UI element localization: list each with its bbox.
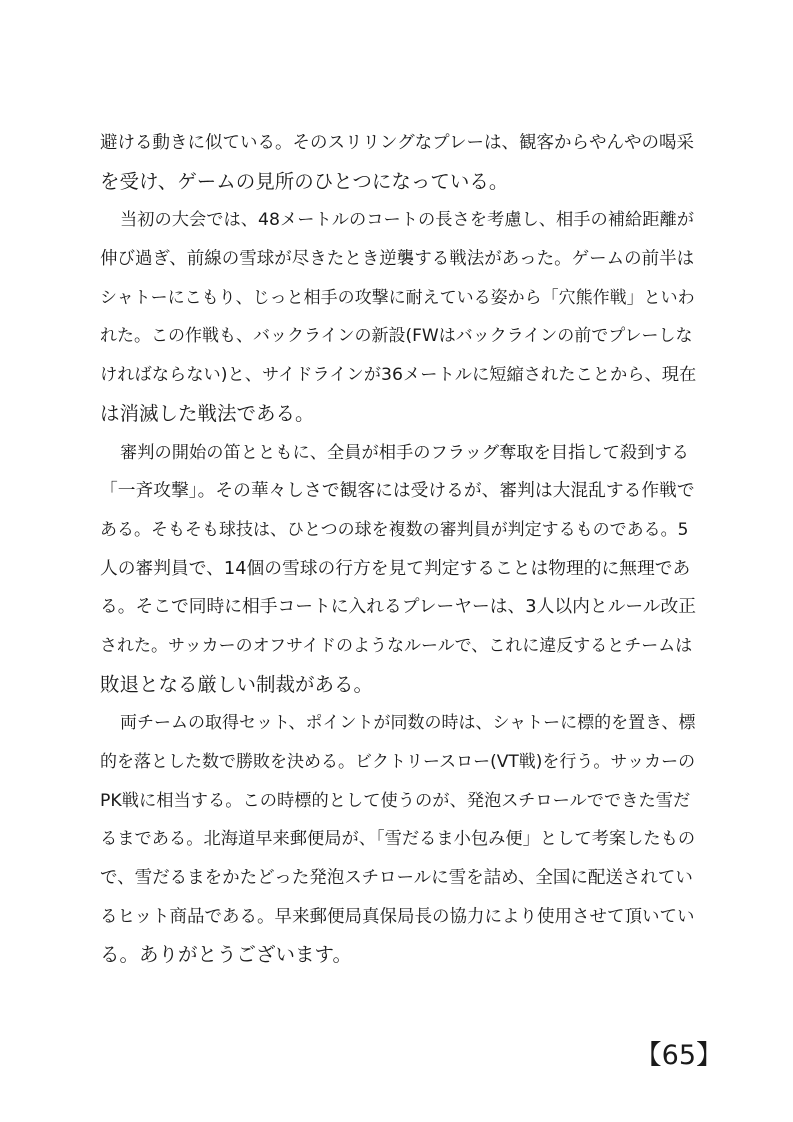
text-line: 「一斉攻撃」。その華々しさで観客には受けるが、審判は大混乱する作戦で (100, 481, 695, 502)
text-line: は消滅した戦法である。 (100, 401, 315, 425)
text-line: 敗退となる厳しい制裁がある。 (100, 672, 374, 696)
text-line: を受け、ゲームの見所のひとつになっている。 (100, 169, 509, 193)
text-line: れた。この作戦も、バックラインの新設(FWはバックラインの前でプレーしな (100, 326, 693, 347)
text-line: 審判の開始の笛とともに、全員が相手のフラッグ奪取を目指して殺到する (120, 442, 689, 463)
text-line: シャトーにこもり、じっと相手の攻撃に耐えている姿から「穴熊作戦」といわ (100, 287, 695, 308)
text-line: で、雪だるまをかたどった発泡スチロールに雪を詰め、全国に配送されてい (100, 868, 693, 889)
text-line: 人の審判員で、14個の雪球の行方を見て判定することは物理的に無理であ (100, 558, 691, 579)
text-line: 避ける動きに似ている。そのスリリングなプレーは、観客からやんやの喝采 (100, 133, 694, 153)
text-line: 的を落とした数で勝敗を決める。ビクトリースロー(VT戦)を行う。サッカーの (100, 752, 696, 772)
text-line: 両チームの取得セット、ポイントが同数の時は、シャトーに標的を置き、標 (120, 713, 696, 734)
text-line: る。ありがとうございます。 (100, 943, 352, 967)
page-number: 【65】 (634, 1040, 723, 1071)
text-line: ある。そもそも球技は、ひとつの球を複数の審判員が判定するものである。5 (100, 519, 689, 540)
text-line: 伸び過ぎ、前線の雪球が尽きたとき逆襲する戦法があった。ゲームの前半は (100, 249, 695, 270)
text-line: ければならない)と、サイドラインが36メートルに短縮されたことから、現在 (100, 365, 696, 386)
body-text (100, 124, 696, 975)
text-line: された。サッカーのオフサイドのようなルールで、これに違反するとチームは (100, 635, 693, 656)
text-line: るヒット商品である。早来郵便局真保局長の協力により使用させて頂いてい (100, 906, 695, 927)
text-line: るまである。北海道早来郵便局が、「雪だるま小包み便」として考案したもの (100, 829, 696, 850)
text-line: る。そこで同時に相手コートに入れるプレーヤーは、3人以内とルール改正 (100, 597, 696, 618)
text-line: 当初の大会では、48メートルのコートの長さを考慮し、相手の補給距離が (120, 210, 694, 231)
text-line: PK戦に相当する。この時標的として使うのが、発泡スチロールでできた雪だ (100, 790, 691, 811)
